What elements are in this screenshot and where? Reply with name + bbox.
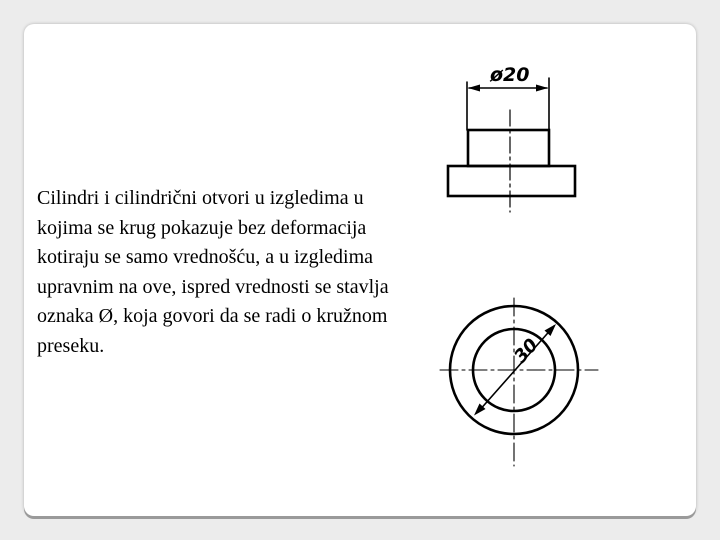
base-outline	[448, 166, 575, 196]
dimension-arrow-right	[536, 85, 548, 92]
dimension-arrow-left	[468, 85, 480, 92]
boss-outline	[468, 130, 549, 166]
top-view	[440, 298, 598, 466]
top-dimension-label: 30	[510, 334, 543, 368]
front-view	[448, 78, 575, 212]
front-dimension-label: ø20	[490, 64, 530, 86]
body-text: Cilindri i cilindrični otvori u izgledima u kojima se krug pokazuje bez deformacija kotiraju se samo vrednošću, a u izgledima upravnim na ove, ispred vrednosti se stavlja oznaka Ø, koja govori da se radi o kružnom preseku.	[37, 187, 389, 357]
